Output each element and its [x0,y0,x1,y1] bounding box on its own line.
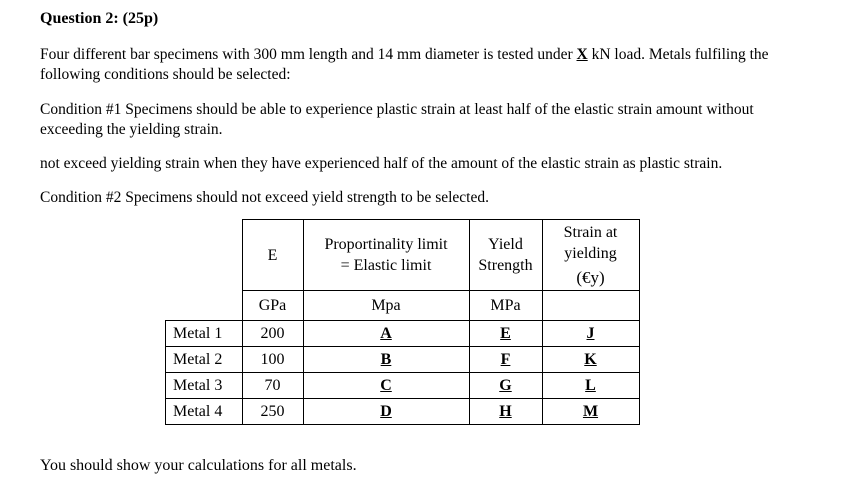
header-blank-cell [166,220,243,291]
header-prop-line2: = Elastic limit [340,257,432,274]
yield-variable: E [469,321,542,347]
table-row [166,347,640,373]
unit-yield: MPa [469,291,542,321]
yield-variable: G [469,373,542,399]
header-yield-strength [469,220,542,291]
prop-variable: B [303,347,469,373]
footer-instruction: You should show your calculations for all metals. [40,457,357,474]
table-row [166,399,640,425]
e-value: 250 [242,399,303,425]
prop-variable: C [303,373,469,399]
strain-variable: K [542,347,639,373]
header-yield-line2: Strength [478,257,533,274]
yield-variable: H [469,399,542,425]
metal-label: Metal 3 [166,373,243,399]
header-proportionality-limit [303,220,469,291]
condition-2: Condition #2 Specimens should not exceed yield strength to be selected. [40,189,489,206]
table-row [166,373,640,399]
prop-variable: A [303,321,469,347]
prop-variable: D [303,399,469,425]
strain-variable: L [542,373,639,399]
intro-paragraph [40,45,810,85]
e-value: 70 [242,373,303,399]
metal-label: Metal 2 [166,347,243,373]
header-prop-line1: Proportinality limit [324,236,448,253]
header-yield-line1: Yield [488,236,523,253]
e-value: 200 [242,321,303,347]
question-title: Question 2: (25p) [40,10,159,27]
condition-1-extra: not exceed yielding strain when they have experienced half of the amount of the elastic strain as plastic strain. [40,155,723,172]
intro-text-before: Four different bar specimens with 300 mm length and 14 mm diameter is tested under [40,46,577,63]
unit-prop: Mpa [303,291,469,321]
strain-variable: J [542,321,639,347]
unit-e: GPa [242,291,303,321]
header-e: E [242,220,303,291]
header-strain-at-yielding [542,220,639,291]
table-header-row [166,220,640,291]
table-units-row [166,291,640,321]
e-value: 100 [242,347,303,373]
unit-strain [542,291,639,321]
metals-table [165,219,640,425]
yield-variable: F [469,347,542,373]
metal-label: Metal 1 [166,321,243,347]
intro-text-after: kN load. Metals fulfiling the following conditions should be selected: [40,46,769,83]
header-strain-symbol: (€y) [576,268,605,287]
table-row [166,321,640,347]
units-blank-cell [166,291,243,321]
condition-1: Condition #1 Specimens should be able to experience plastic strain at least half of the elastic strain amount without exceeding the yielding strain. [40,101,754,138]
strain-variable: M [542,399,639,425]
header-strain-line2: yielding [564,245,617,262]
header-strain-line1: Strain at [563,224,618,241]
metal-label: Metal 4 [166,399,243,425]
load-variable-x: X [576,46,588,63]
